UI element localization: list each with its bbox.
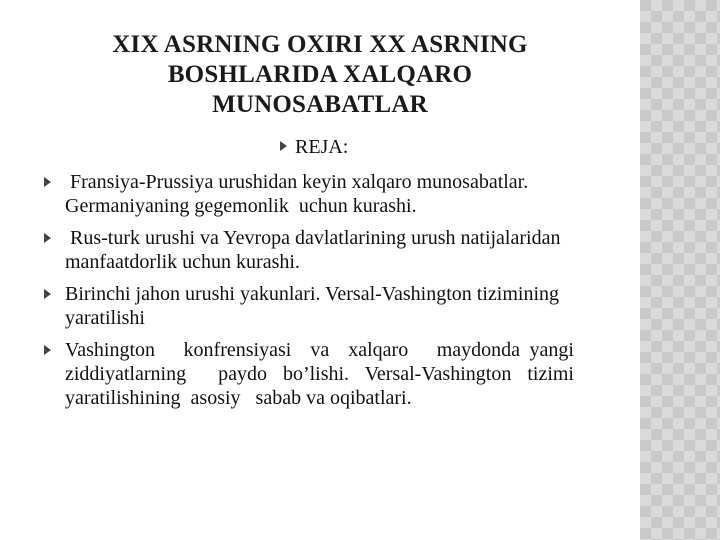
- slide-title: [60, 30, 580, 120]
- title-line-3: MUNOSABATLAR: [212, 91, 428, 118]
- plan-list: [44, 170, 589, 418]
- list-item-text: Vashington konfrensiyasi va xalqaro maydonda yangi ziddiyatlarning paydo bo’lishi. Versal-Vashington tizimi yaratilishining asosiy sabab va oqibatlari.: [65, 339, 589, 409]
- plan-heading-label: REJA:: [295, 136, 349, 158]
- arrow-bullet-icon: [280, 141, 287, 151]
- title-line-1: XIX ASRNING OXIRI XX ASRNING: [112, 31, 528, 58]
- arrow-bullet-icon: [44, 289, 51, 299]
- decorative-side-pattern: [640, 0, 720, 540]
- plan-heading: [280, 136, 348, 159]
- list-item: [44, 338, 589, 410]
- list-item: [44, 282, 580, 330]
- list-item-text: Fransiya-Prussiya urushidan keyin xalqaro munosabatlar. Germaniyaning gegemonlik uchun kurashi.: [65, 171, 534, 217]
- list-item-text: Birinchi jahon urushi yakunlari. Versal-Vashington tizimining yaratilishi: [65, 283, 580, 329]
- list-item: [44, 226, 574, 274]
- list-item-text: Rus-turk urushi va Yevropa davlatlarining urush natijalaridan manfaatdorlik uchun kurashi.: [65, 227, 566, 273]
- title-line-2: BOSHLARIDA XALQARO: [167, 61, 473, 88]
- arrow-bullet-icon: [44, 345, 51, 355]
- list-item: [44, 170, 574, 218]
- arrow-bullet-icon: [44, 177, 51, 187]
- arrow-bullet-icon: [44, 233, 51, 243]
